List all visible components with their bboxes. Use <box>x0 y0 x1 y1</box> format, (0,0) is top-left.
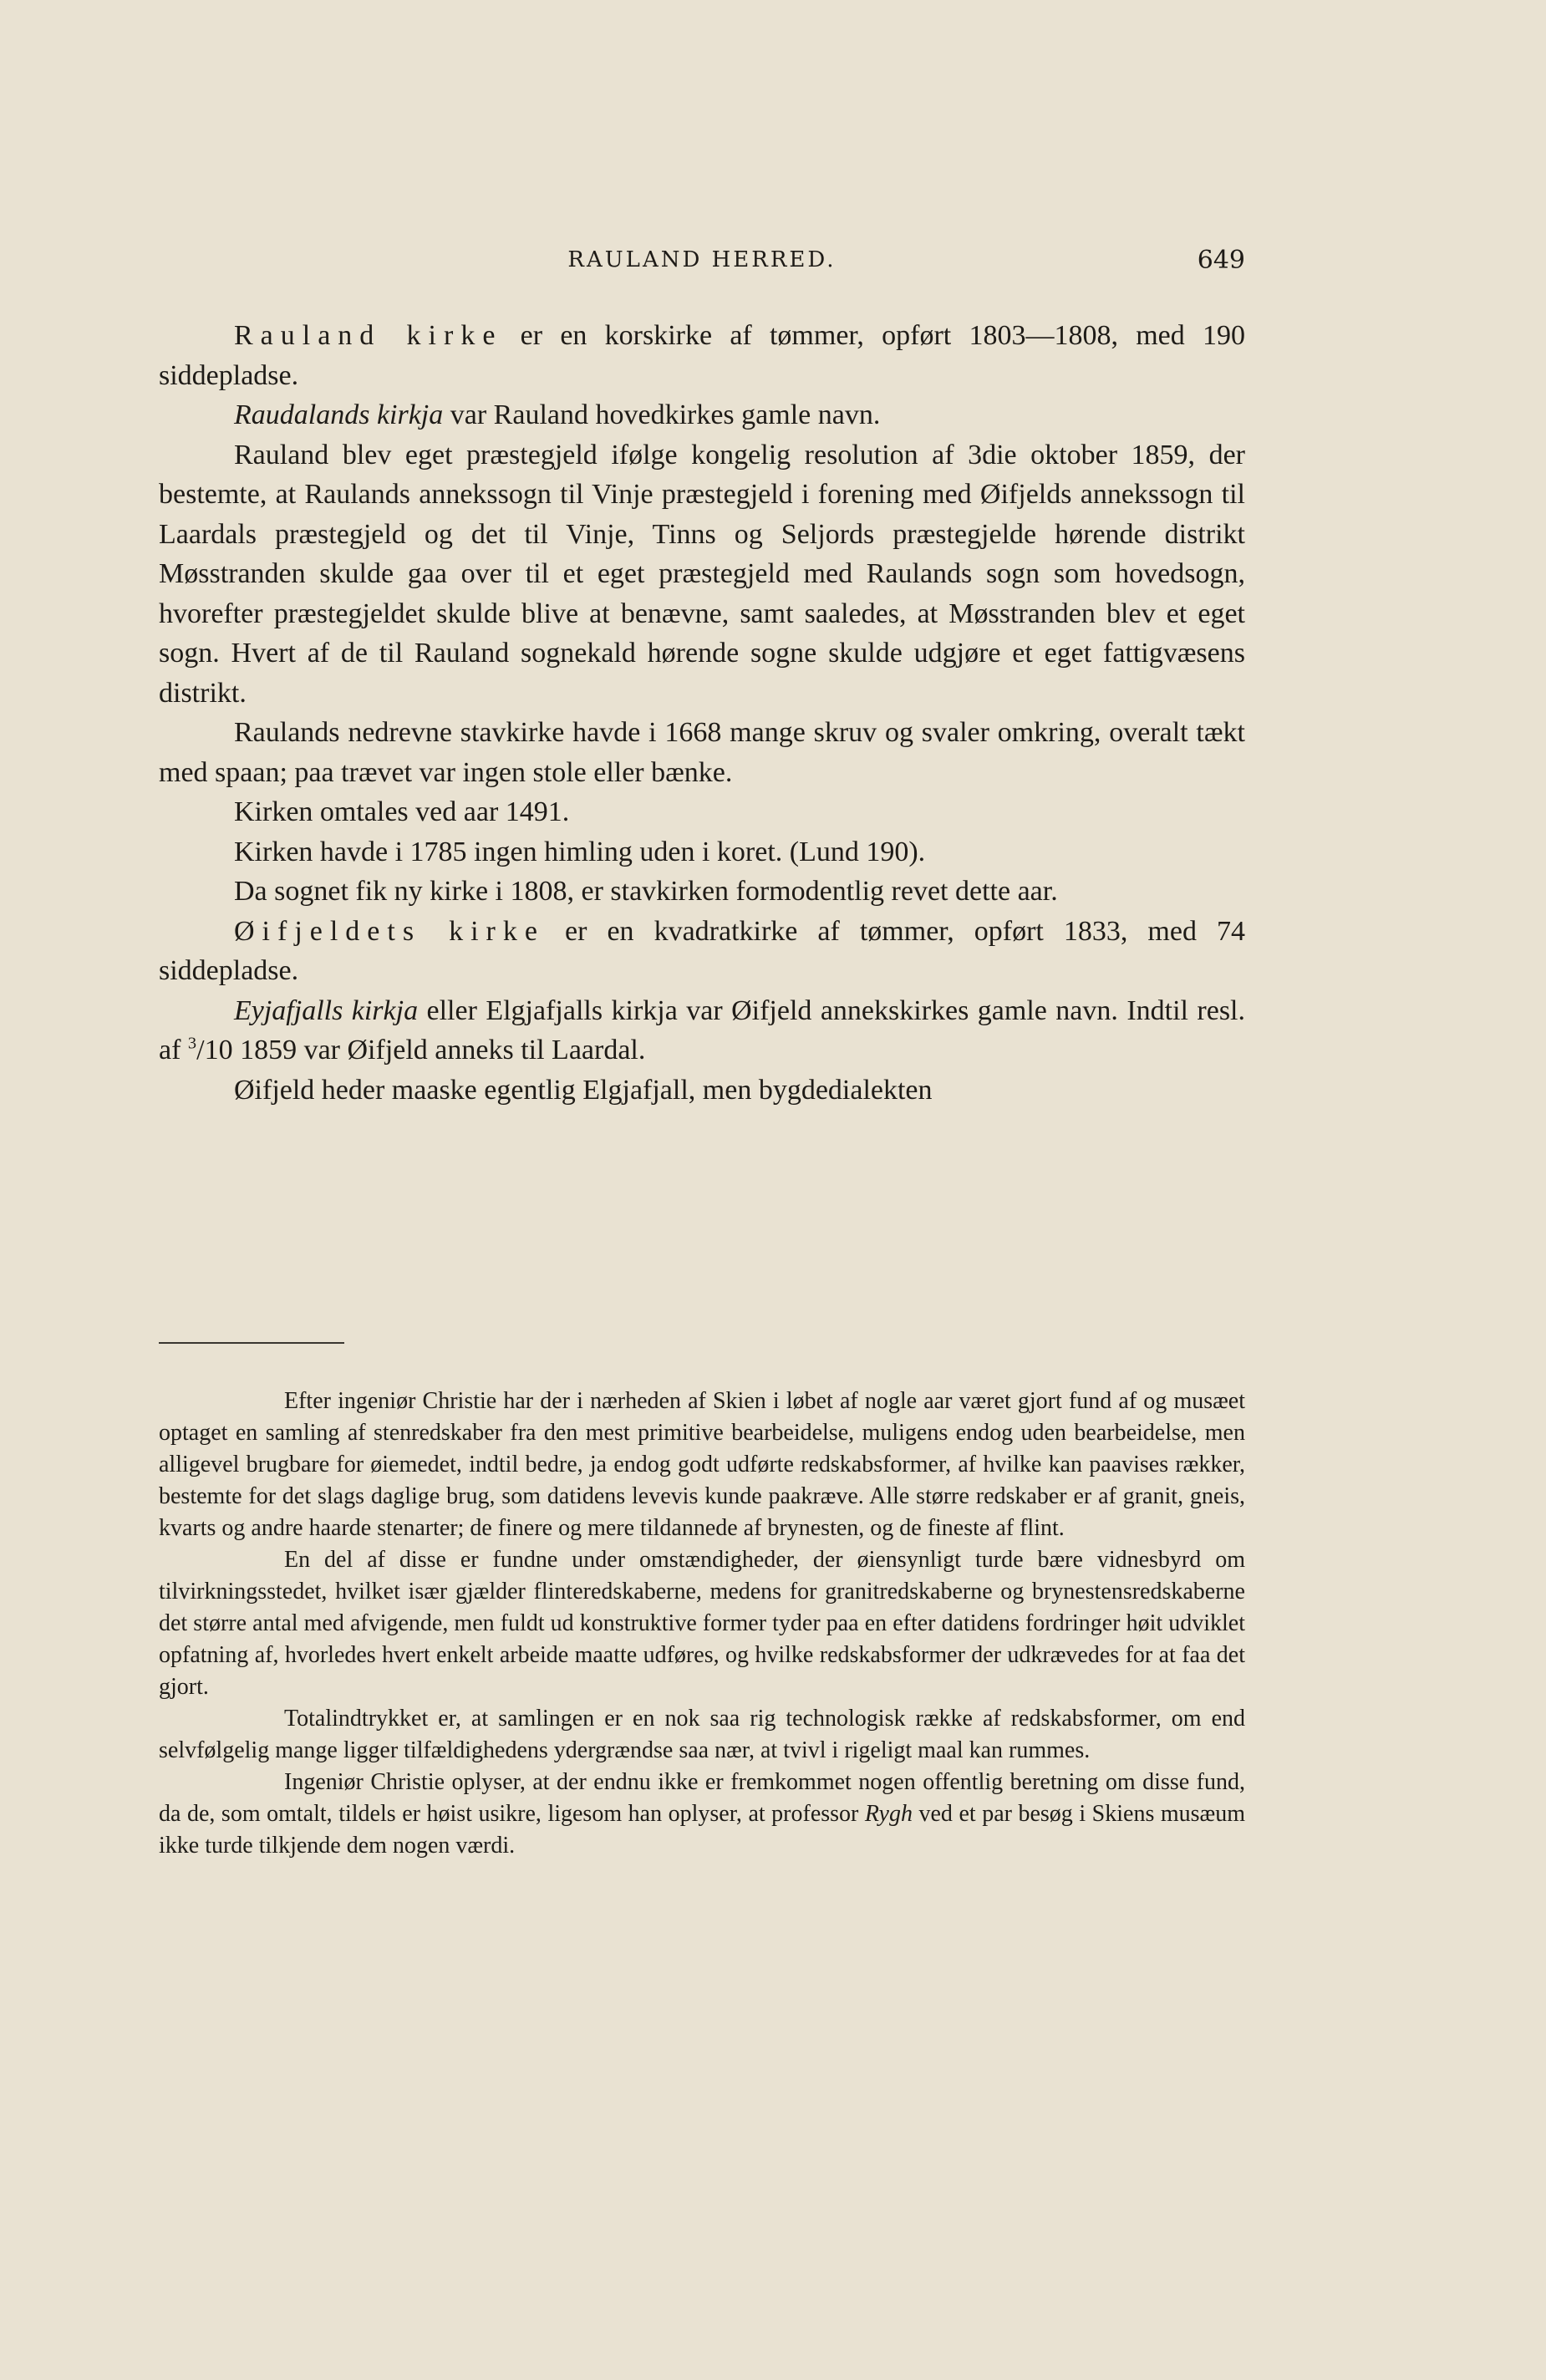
term-raudalands-kirkja: Raudalands kirkja <box>234 399 444 430</box>
note-text: Ingeniør Christie oplyser, at der endnu ikke er fremkommet nogen offentlig beretning om disse fund, da de, som omtalt, tildels er høist usikre, ligesom han oplyser, at professor <box>159 1769 1245 1827</box>
paragraph-himling: Kirken havde i 1785 ingen himling uden i koret. (Lund 190). <box>234 836 926 867</box>
term-rauland-kirke: Rauland kirke <box>234 320 503 351</box>
term-eyjafjalls-kirkja: Eyjafjalls kirkja <box>234 994 419 1026</box>
note-christie-fund: Efter ingeniør Christie har der i nærheden af Skien i løbet af nogle aar været gjort fund af og musæet optaget en samling af stenredskaber fra den mest primitive bearbeidelse, muligens endog uden bearbeidelse, men alligevel brugbare for øiemedet, indtil bedre, ja endog godt udførte redskabsformer, af hvilke kan paavises rækker, bestemte for det slags daglige brug, som datidens levevis kunde paakræve. Alle større redskaber er af granit, gneis, kvarts og andre haarde stenarter; de finere og mere tildannede af brynesten, og de fineste af flint. <box>159 1388 1245 1541</box>
paragraph-oifjeldets-kirke <box>159 912 1245 991</box>
running-head: RAULAND HERRED. <box>567 247 837 272</box>
note-text: ved et par besøg i Skiens musæum ikke turde tilkjende dem nogen værdi. <box>159 1801 1246 1859</box>
note-omstaendigheder: En del af disse er fundne under omstændigheder, der øiensynligt turde bære vidnesbyrd om tilvirkningsstedet, hvilket især gjælder flinteredskaberne, medens for granitredskaberne og brynestensredskaberne det større antal med afvigende, men fuldt ud konstruktive former tyder paa en efter datidens fordringer høit udviklet opfatning af, hvorledes hvert enkelt arbeide maatte udføres, og hvilke redskabsformer der udkrævedes for at faa det gjort. <box>159 1547 1245 1700</box>
note-totalindtryk: Totalindtrykket er, at samlingen er en nok saa rig technologisk række af redskabsformer, om end selvfølgelig mange ligger tilfældighedens ydergrændse saa nær, at tvivl i rigeligt maal kan rummes. <box>159 1706 1245 1763</box>
page-header <box>159 244 1245 277</box>
page-number: 649 <box>1197 246 1245 275</box>
paragraph-eyjafjalls-kirkja <box>159 991 1245 1070</box>
paragraph-raudalands-kirkja <box>159 395 1245 435</box>
date-fraction: /10 <box>196 1035 233 1065</box>
date-superscript: 3 <box>187 1034 197 1053</box>
paragraph-ny-kirke: Da sognet fik ny kirke i 1808, er stavkirken formodentlig revet dette aar. <box>234 876 1058 907</box>
paragraph-rauland-kirke <box>159 316 1245 395</box>
paragraph-praestegjeld: Rauland blev eget præstegjeld ifølge kongelig resolution af 3die oktober 1859, der bestemte, at Raulands annekssogn til Vinje præstegjeld i forening med Øifjelds annekssogn til Laardals præstegjeld og det til Vinje, Tinns og Seljords præstegjelde hørende distrikt Møsstranden skulde gaa over til et eget præstegjeld med Raulands sogn som hovedsogn, hvorefter præstegjeldet skulde blive at benævne, samt saaledes, at Møsstranden blev et eget sogn. Hvert af de til Rauland sognekald hørende sogne skulde udgjøre et eget fattigvæsens distrikt. <box>159 439 1245 709</box>
paragraph-text: eller Elgjafjalls kirkja var Øifjeld annekskirkes gamle navn. Indtil resl. af <box>159 994 1246 1065</box>
paragraph-text: er en kvadratkirke af tømmer, opført 1833, med 74 siddepladse. <box>159 915 1245 986</box>
paragraph-omtales: Kirken omtales ved aar 1491. <box>234 796 570 827</box>
paragraph-text: 1859 var Øifjeld anneks til Laardal. <box>232 1035 646 1065</box>
term-oifjeldets-kirke: Øifjeldets kirke <box>234 915 545 947</box>
paragraph-text: er en korskirke af tømmer, opført 1803—1808, med 190 siddepladse. <box>159 320 1245 391</box>
note-beretning <box>159 1767 1245 1862</box>
name-rygh: Rygh <box>864 1801 913 1827</box>
footnotes <box>159 1386 1245 1862</box>
paragraph-text: var Rauland hovedkirkes gamle navn. <box>443 399 881 430</box>
footnote-rule <box>159 1342 344 1344</box>
paragraph-stavkirke: Raulands nedrevne stavkirke havde i 1668 mange skruv og svaler omkring, overalt tækt med spaan; paa trævet var ingen stole eller bænke. <box>159 717 1245 788</box>
main-text <box>159 316 1245 1110</box>
paragraph-elgjafjall: Øifjeld heder maaske egentlig Elgjafjall, men bygdedialekten <box>234 1074 933 1106</box>
